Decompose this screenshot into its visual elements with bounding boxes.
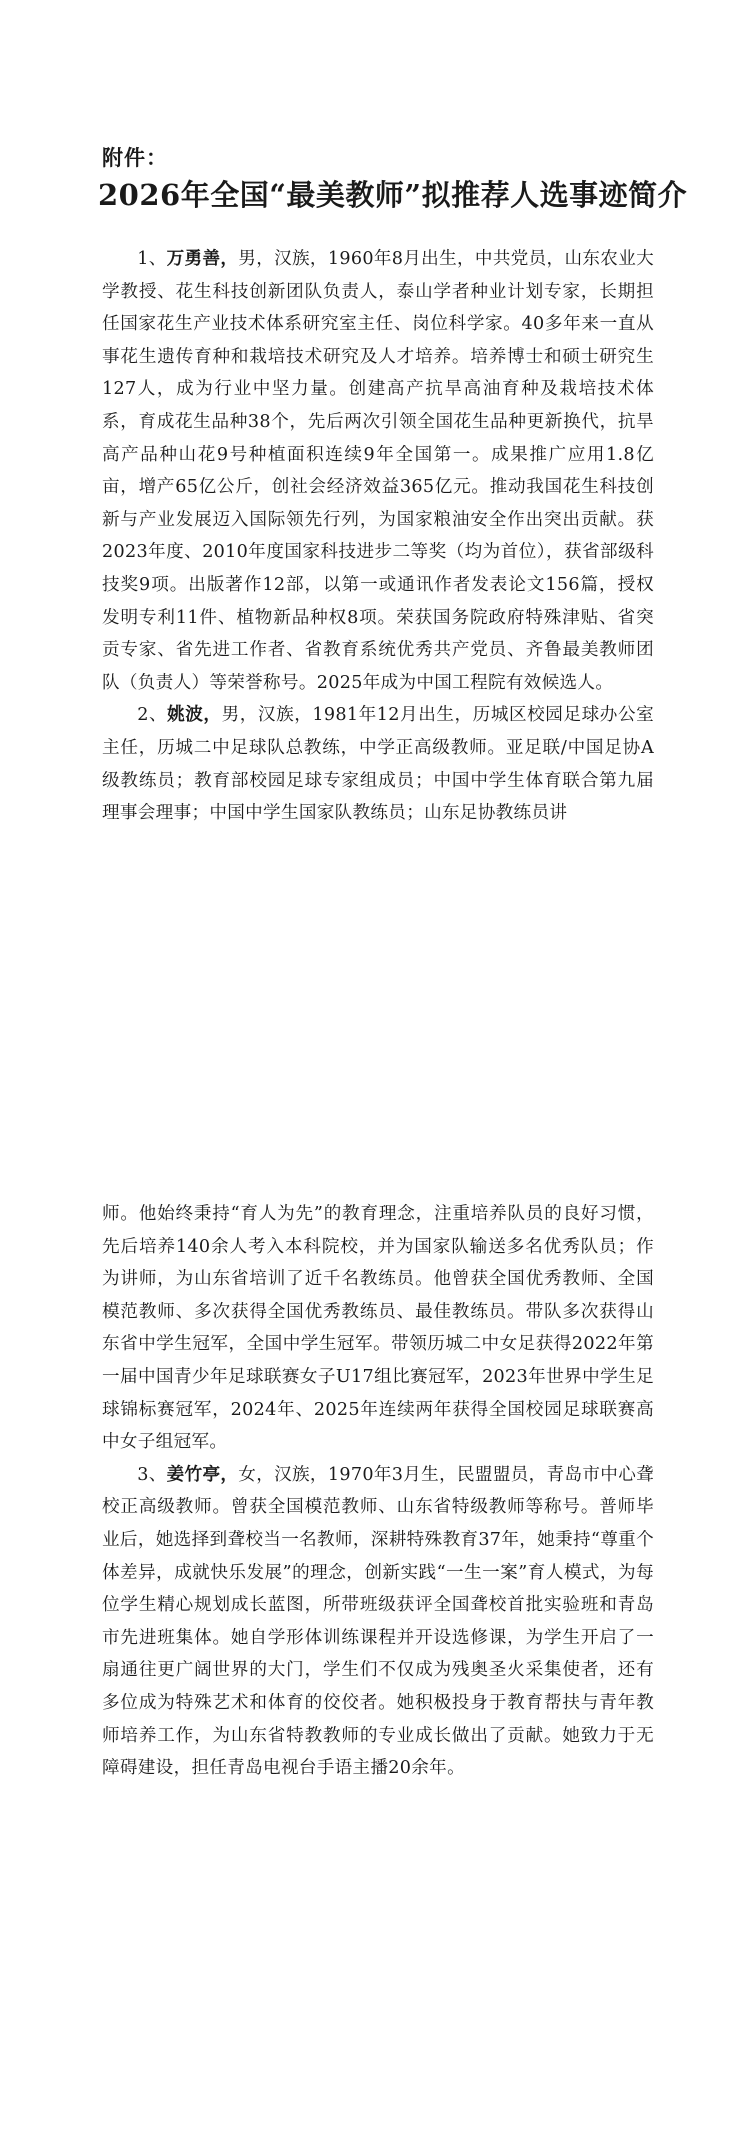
attachment-label: 附件： xyxy=(102,146,168,170)
entry-paragraph-continued xyxy=(102,1198,654,1459)
text-block-upper xyxy=(102,243,654,830)
entry-name: 姚波， xyxy=(167,705,222,726)
entry-text: 师。他始终秉持“育人为先”的教育理念，注重培养队员的良好习惯，先后培养140余人考入本科院校，并为国家队输送多名优秀队员；作为讲师，为山东省培训了近千名教练员。他曾获全国优秀教师、全国模范教师、多次获得全国优秀教练员、最佳教练员。带队多次获得山东省中学生冠军，全国中学生冠军。带领历城二中女足获得2022年第一届中国青少年足球联赛女子U17组比赛冠军，2023年世界中学生足球锦标赛冠军，2024年、2025年连续两年获得全国校园足球联赛高中女子组冠军。 xyxy=(102,1204,654,1453)
entry-paragraph xyxy=(102,1459,654,1785)
page-title: 2026年全国“最美教师”拟推荐人选事迹简介 xyxy=(98,178,688,212)
entry-name: 万勇善， xyxy=(166,249,239,269)
entry-text: 男，汉族，1960年8月出生，中共党员，山东农业大学教授、花生科技创新团队负责人，泰山学者种业计划专家，长期担任国家花生产业技术体系研究室主任、岗位科学家。40多年来一直从事花生遗传育种和栽培技术研究及人才培养。培养博士和硕士研究生127人，成为行业中坚力量。创建高产抗旱高油育种及栽培技术体系，育成花生品种38个，先后两次引领全国花生品种更新换代，抗旱高产品种山花9号种植面积连续9年全国第一。成果推广应用1.8亿亩，增产65亿公斤，创社会经济效益365亿元。推动我国花生科技创新与产业发展迈入国际领先行列，为国家粮油安全作出突出贡献。获2023年度、2010年度国家科技进步二等奖（均为首位），获省部级科技奖9项。出版著作12部，以第一或通讯作者发表论文156篇，授权发明专利11件、植物新品种权8项。荣获国务院政府特殊津贴、省突贡专家、省先进工作者、省教育系统优秀共产党员、齐鲁最美教师团队（负责人）等荣誉称号。2025年成为中国工程院有效候选人。 xyxy=(102,249,655,693)
entry-number: 1、 xyxy=(137,249,167,269)
text-block-lower xyxy=(102,1198,654,1785)
entry-paragraph xyxy=(102,699,654,829)
entry-number: 2、 xyxy=(137,705,168,726)
entry-name: 姜竹亭， xyxy=(166,1464,239,1485)
entry-text: 女，汉族，1970年3月生，民盟盟员，青岛市中心聋校正高级教师。曾获全国模范教师、山东省特级教师等称号。普师毕业后，她选择到聋校当一名教师，深耕特殊教育37年，她秉持“尊重个体差异，成就快乐发展”的理念，创新实践“一生一案”育人模式，为每位学生精心规划成长蓝图，所带班级获评全国聋校首批实验班和青岛市先进班集体。她自学形体训练课程并开设选修课，为学生开启了一扇通往更广阔世界的大门，学生们不仅成为残奥圣火采集使者，还有多位成为特殊艺术和体育的佼佼者。她积极投身于教育帮扶与青年教师培养工作，为山东省特教教师的专业成长做出了贡献。她致力于无障碍建设，担任青岛电视台手语主播20余年。 xyxy=(102,1464,655,1779)
entry-number: 3、 xyxy=(137,1464,167,1485)
entry-paragraph xyxy=(102,243,654,699)
entry-text: 男，汉族，1981年12月出生，历城区校园足球办公室主任，历城二中足球队总教练，中学正高级教师。亚足联/中国足协A级教练员；教育部校园足球专家组成员；中国中学生体育联合第九届理事会理事；中国中学生国家队教练员；山东足协教练员讲 xyxy=(102,705,654,824)
